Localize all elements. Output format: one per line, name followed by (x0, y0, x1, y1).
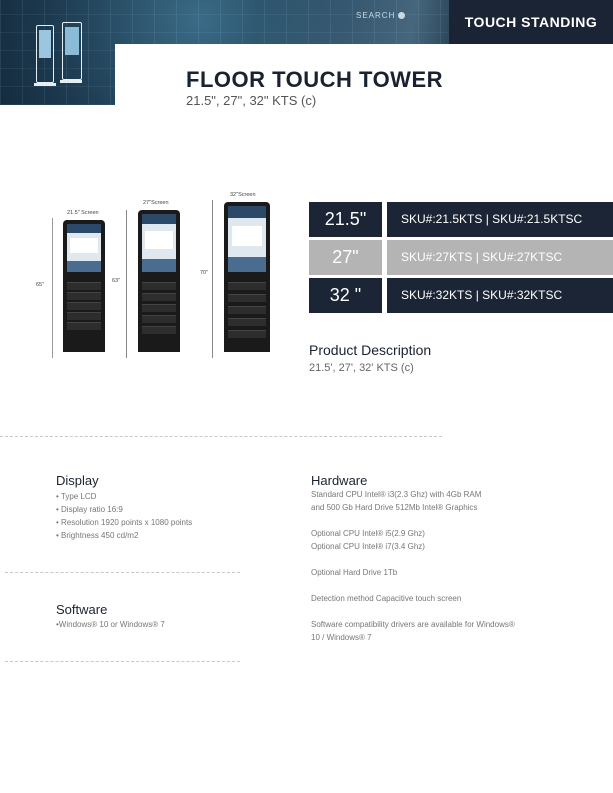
search-icon[interactable] (398, 12, 405, 19)
height-line-27 (126, 210, 127, 358)
tower-27 (138, 210, 180, 352)
hardware-line: Optional Hard Drive 1Tb (311, 568, 398, 577)
list-item: • Brightness 450 cd/m2 (56, 531, 139, 540)
divider (5, 572, 240, 573)
size-cell: 32 " (309, 278, 382, 313)
hardware-line: Standard CPU Intel® i3(2.3 Ghz) with 4Gb RAM (311, 490, 482, 499)
hardware-line: 10 / Windows® 7 (311, 633, 372, 642)
hardware-line: Detection method Capacitive touch screen (311, 594, 462, 603)
height-label-21: 65" (36, 282, 45, 288)
sku-cell: SKU#:27KTS | SKU#:27KTSC (387, 240, 613, 275)
hardware-line: and 500 Gb Hard Drive 512Mb Intel® Graphics (311, 503, 478, 512)
size-cell: 21.5" (309, 202, 382, 237)
list-item: •Windows® 10 or Windows® 7 (56, 620, 165, 629)
list-item: • Type LCD (56, 492, 97, 501)
category-badge: TOUCH STANDING (449, 0, 613, 44)
software-title: Software (56, 602, 108, 617)
page-title: FLOOR TOUCH TOWER (186, 67, 444, 92)
size-cell: 27" (309, 240, 382, 275)
tower-21 (63, 220, 105, 352)
product-description-text: 21.5', 27', 32' KTS (c) (309, 362, 414, 374)
tower-size-diagram (30, 190, 290, 370)
hardware-line: Optional CPU Intel® i5(2.9 Ghz) (311, 529, 425, 538)
screen-label-27: 27"Screen (143, 200, 169, 206)
screen-label-21: 21.5" Screen (67, 210, 99, 216)
height-label-32: 70" (200, 270, 209, 276)
divider (5, 661, 240, 662)
tower-32 (224, 202, 270, 352)
screen-label-32: 32"Screen (230, 192, 256, 198)
display-specs-list (56, 490, 192, 542)
page-subtitle: 21.5", 27", 32" KTS (c) (186, 93, 317, 108)
software-specs-list (56, 618, 165, 631)
display-title: Display (56, 473, 99, 488)
product-description-title: Product Description (309, 342, 432, 358)
sku-cell: SKU#:32KTS | SKU#:32KTSC (387, 278, 613, 313)
height-line-21 (52, 218, 54, 358)
search-label[interactable]: SEARCH (356, 11, 396, 20)
hardware-line: Software compatibility drivers are available for Windows® (311, 620, 515, 629)
hardware-title: Hardware (311, 473, 368, 488)
touch-kiosk-icon (62, 22, 82, 80)
height-label-27: 63" (112, 278, 121, 284)
list-item: • Resolution 1920 points x 1080 points (56, 518, 193, 527)
divider (0, 436, 442, 437)
hardware-line: Optional CPU Intel® i7(3.4 Ghz) (311, 542, 425, 551)
list-item: • Display ratio 16:9 (56, 505, 123, 514)
sku-cell: SKU#:21.5KTS | SKU#:21.5KTSC (387, 202, 613, 237)
height-line-32 (212, 200, 213, 358)
kiosk-icon (36, 25, 54, 83)
